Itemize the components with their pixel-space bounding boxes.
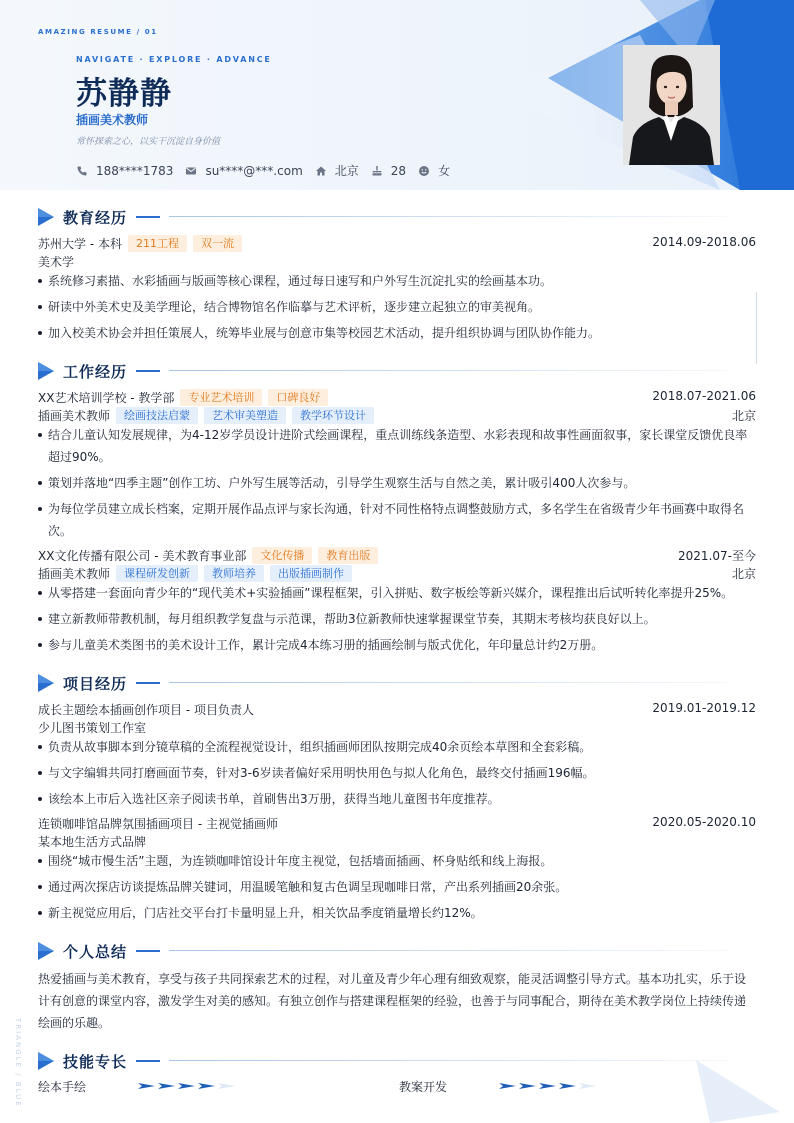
section-divider: [169, 370, 729, 371]
skill-level-marker: [198, 1083, 215, 1089]
role-name: 插画美术教师: [38, 566, 111, 581]
contact-gender: [418, 162, 450, 179]
contact-age: [371, 164, 406, 178]
section-dash: [136, 1060, 160, 1062]
skill-level-marker: [519, 1083, 536, 1089]
list-item: 策划并落地“四季主题”创作工坊、户外写生展等活动，引导学生观察生活与自然之美，累计吸引400人次参与。: [38, 472, 756, 494]
side-divider: [756, 292, 757, 364]
section-title-summary: 个人总结: [63, 943, 128, 961]
school-tag: 211工程: [128, 235, 187, 252]
project-org: 某本地生活方式品牌: [38, 835, 147, 849]
motto: 常怀探索之心，以实干沉淀自身价值: [76, 137, 221, 147]
work-city: 北京: [731, 409, 756, 423]
triangle-icon: [38, 1052, 54, 1070]
triangle-icon: [38, 208, 54, 226]
project-header: [38, 700, 756, 718]
list-item: 该绘本上市后入选社区亲子阅读书单，首刷售出3万册，获得当地儿童图书年度推荐。: [38, 788, 756, 810]
section-dash: [136, 682, 160, 684]
list-item: 建立新教师带教机制，每月组织教学复盘与示范课，帮助3位新教师快速掌握课堂节奏，其期末考核均获良好以上。: [38, 608, 756, 630]
triangle-icon: [38, 362, 54, 380]
age-text: 28: [390, 163, 407, 178]
phone-icon: [76, 165, 88, 177]
list-item: 从零搭建一套面向青少年的“现代美术+实验插画”课程框架，引入拼贴、数字板绘等新兴媒介，课程推出后试听转化率提升25%。: [38, 582, 756, 604]
company-tag: 文化传播: [252, 547, 312, 564]
project-name: 连锁咖啡馆品牌氛围插画项目 - 主视觉插画师: [38, 816, 278, 831]
section-summary: [38, 940, 756, 962]
cake-icon: [371, 165, 383, 177]
section-education: [38, 206, 756, 228]
list-item: 系统修习素描、水彩插画与版画等核心课程，通过每日速写和户外写生沉淀扎实的绘画基本功。: [38, 270, 756, 292]
project-date: 2019.01-2019.12: [652, 701, 756, 715]
skill-level-bar: [138, 1082, 238, 1090]
section-work: [38, 360, 756, 382]
work-date: 2018.07-2021.06: [652, 389, 756, 403]
candidate-name: 苏静静: [76, 76, 172, 112]
role-tag: 出版插画制作: [270, 565, 352, 582]
skill-level-marker: [499, 1083, 516, 1089]
skill-level-marker: [158, 1083, 175, 1089]
section-title-skills: 技能专长: [63, 1053, 128, 1071]
role-tag: 教学环节设计: [292, 407, 374, 424]
contact-email: [185, 164, 302, 178]
skill-level-marker: [579, 1083, 596, 1089]
education-major: 美术学: [38, 255, 75, 269]
list-item: 负责从故事脚本到分镜草稿的全流程视觉设计，组织插画师团队按期完成40余页绘本草图和全套彩稿。: [38, 736, 756, 758]
skill-level-marker: [559, 1083, 576, 1089]
project-header: [38, 814, 756, 832]
city-text: 北京: [334, 164, 359, 178]
skill-level-marker: [138, 1083, 155, 1089]
contact-phone: [76, 164, 173, 178]
mail-icon: [185, 165, 197, 177]
phone-text: 188****1783: [96, 163, 174, 178]
work-role-row: [38, 564, 756, 582]
contact-city: [315, 162, 359, 179]
smile-icon: [418, 165, 430, 177]
role-tag: 教师培养: [204, 565, 264, 582]
summary-text: 热爱插画与美术教育，享受与孩子共同探索艺术的过程，对儿童及青少年心理有细致观察，能灵活调整引导方式。基本功扎实，乐于设计有创意的课堂内容，激发学生对美的感知。有独立创作与搭建课程框架的经验，也善于与同事配合，期待在美术教学岗位上持续传递绘画的乐趣。: [38, 972, 747, 1030]
section-dash: [136, 370, 160, 372]
list-item: 通过两次探店访谈提炼品牌关键词，用温暖笔触和复古色调呈现咖啡日常，产出系列插画20余张。: [38, 876, 756, 898]
skill-level-marker: [218, 1083, 235, 1089]
skill-name: 教案开发: [399, 1080, 448, 1094]
work-role-row: [38, 406, 756, 424]
work-company-row: [38, 388, 756, 406]
top-tag: AMAZING RESUME / 01: [38, 28, 158, 36]
email-text: su****@***.com: [205, 163, 303, 178]
section-title-project: 项目经历: [63, 675, 128, 693]
skill-name: 绘本手绘: [38, 1080, 87, 1094]
list-item: 围绕“城市慢生活”主题，为连锁咖啡馆设计年度主视觉，包括墙面插画、杯身贴纸和线上海报。: [38, 850, 756, 872]
company-name: XX文化传播有限公司 - 美术教育事业部: [38, 548, 247, 563]
school-name: 苏州大学 - 本科: [38, 236, 122, 251]
contact-bar: [76, 162, 462, 179]
triangle-icon: [38, 942, 54, 960]
resume-header: [0, 0, 794, 190]
section-divider: [169, 216, 729, 217]
triangle-icon: [38, 674, 54, 692]
skill-level-marker: [539, 1083, 556, 1089]
list-item: 结合儿童认知发展规律，为4-12岁学员设计进阶式绘画课程，重点训练线条造型、水彩表现和故事性画面叙事，家长课堂反馈优良率超过90%。: [38, 424, 756, 468]
list-item: 与文字编辑共同打磨画面节奏，针对3-6岁读者偏好采用明快用色与拟人化角色，最终交付插画196幅。: [38, 762, 756, 784]
education-header: [38, 234, 756, 252]
work-city: 北京: [731, 567, 756, 581]
school-tag: 双一流: [193, 235, 242, 252]
skill-level-bar: [499, 1082, 599, 1090]
project-date: 2020.05-2020.10: [652, 815, 756, 829]
section-divider: [169, 1060, 729, 1061]
project-name: 成长主题绘本插画创作项目 - 项目负责人: [38, 702, 254, 717]
job-title: 插画美术教师: [76, 113, 149, 127]
list-item: 参与儿童美术类图书的美术设计工作，累计完成4本练习册的插画绘制与版式优化，年印量总计约2万册。: [38, 634, 756, 656]
skill-level-marker: [178, 1083, 195, 1089]
education-date: 2014.09-2018.06: [652, 235, 756, 249]
list-item: 为每位学员建立成长档案，定期开展作品点评与家长沟通，针对不同性格特点调整鼓励方式，多名学生在省级青少年书画赛中取得名次。: [38, 498, 756, 542]
role-tag: 艺术审美塑造: [204, 407, 286, 424]
section-project: [38, 672, 756, 694]
role-tag: 课程研发创新: [116, 565, 198, 582]
section-title-education: 教育经历: [63, 209, 128, 227]
vertical-watermark: TRIANGLE / BLUE: [14, 1018, 22, 1108]
nav-tag: NAVIGATE · EXPLORE · ADVANCE: [76, 55, 272, 64]
gender-text: 女: [438, 164, 451, 178]
company-name: XX艺术培训学校 - 教学部: [38, 390, 175, 405]
section-skills: [38, 1050, 756, 1072]
list-item: 研读中外美术史及美学理论，结合博物馆名作临摹与艺术评析，逐步建立起独立的审美视角。: [38, 296, 756, 318]
profile-photo: [623, 45, 720, 165]
section-dash: [136, 950, 160, 952]
home-icon: [315, 165, 327, 177]
role-tag: 绘画技法启蒙: [116, 407, 198, 424]
portrait-illustration: [623, 45, 720, 165]
work-company-row: [38, 546, 756, 564]
section-title-work: 工作经历: [63, 363, 128, 381]
list-item: 加入校美术协会并担任策展人，统筹毕业展与创意市集等校园艺术活动，提升组织协调与团队协作能力。: [38, 322, 756, 344]
company-tag: 口碑良好: [268, 389, 328, 406]
section-divider: [169, 682, 729, 683]
role-name: 插画美术教师: [38, 408, 111, 423]
section-dash: [136, 216, 160, 218]
company-tag: 专业艺术培训: [180, 389, 262, 406]
project-org: 少儿图书策划工作室: [38, 721, 147, 735]
work-date: 2021.07-至今: [678, 549, 756, 563]
company-tag: 教育出版: [318, 547, 378, 564]
corner-decoration: [690, 1060, 794, 1123]
list-item: 新主视觉应用后，门店社交平台打卡量明显上升，相关饮品季度销量增长约12%。: [38, 902, 756, 924]
section-divider: [169, 950, 729, 951]
